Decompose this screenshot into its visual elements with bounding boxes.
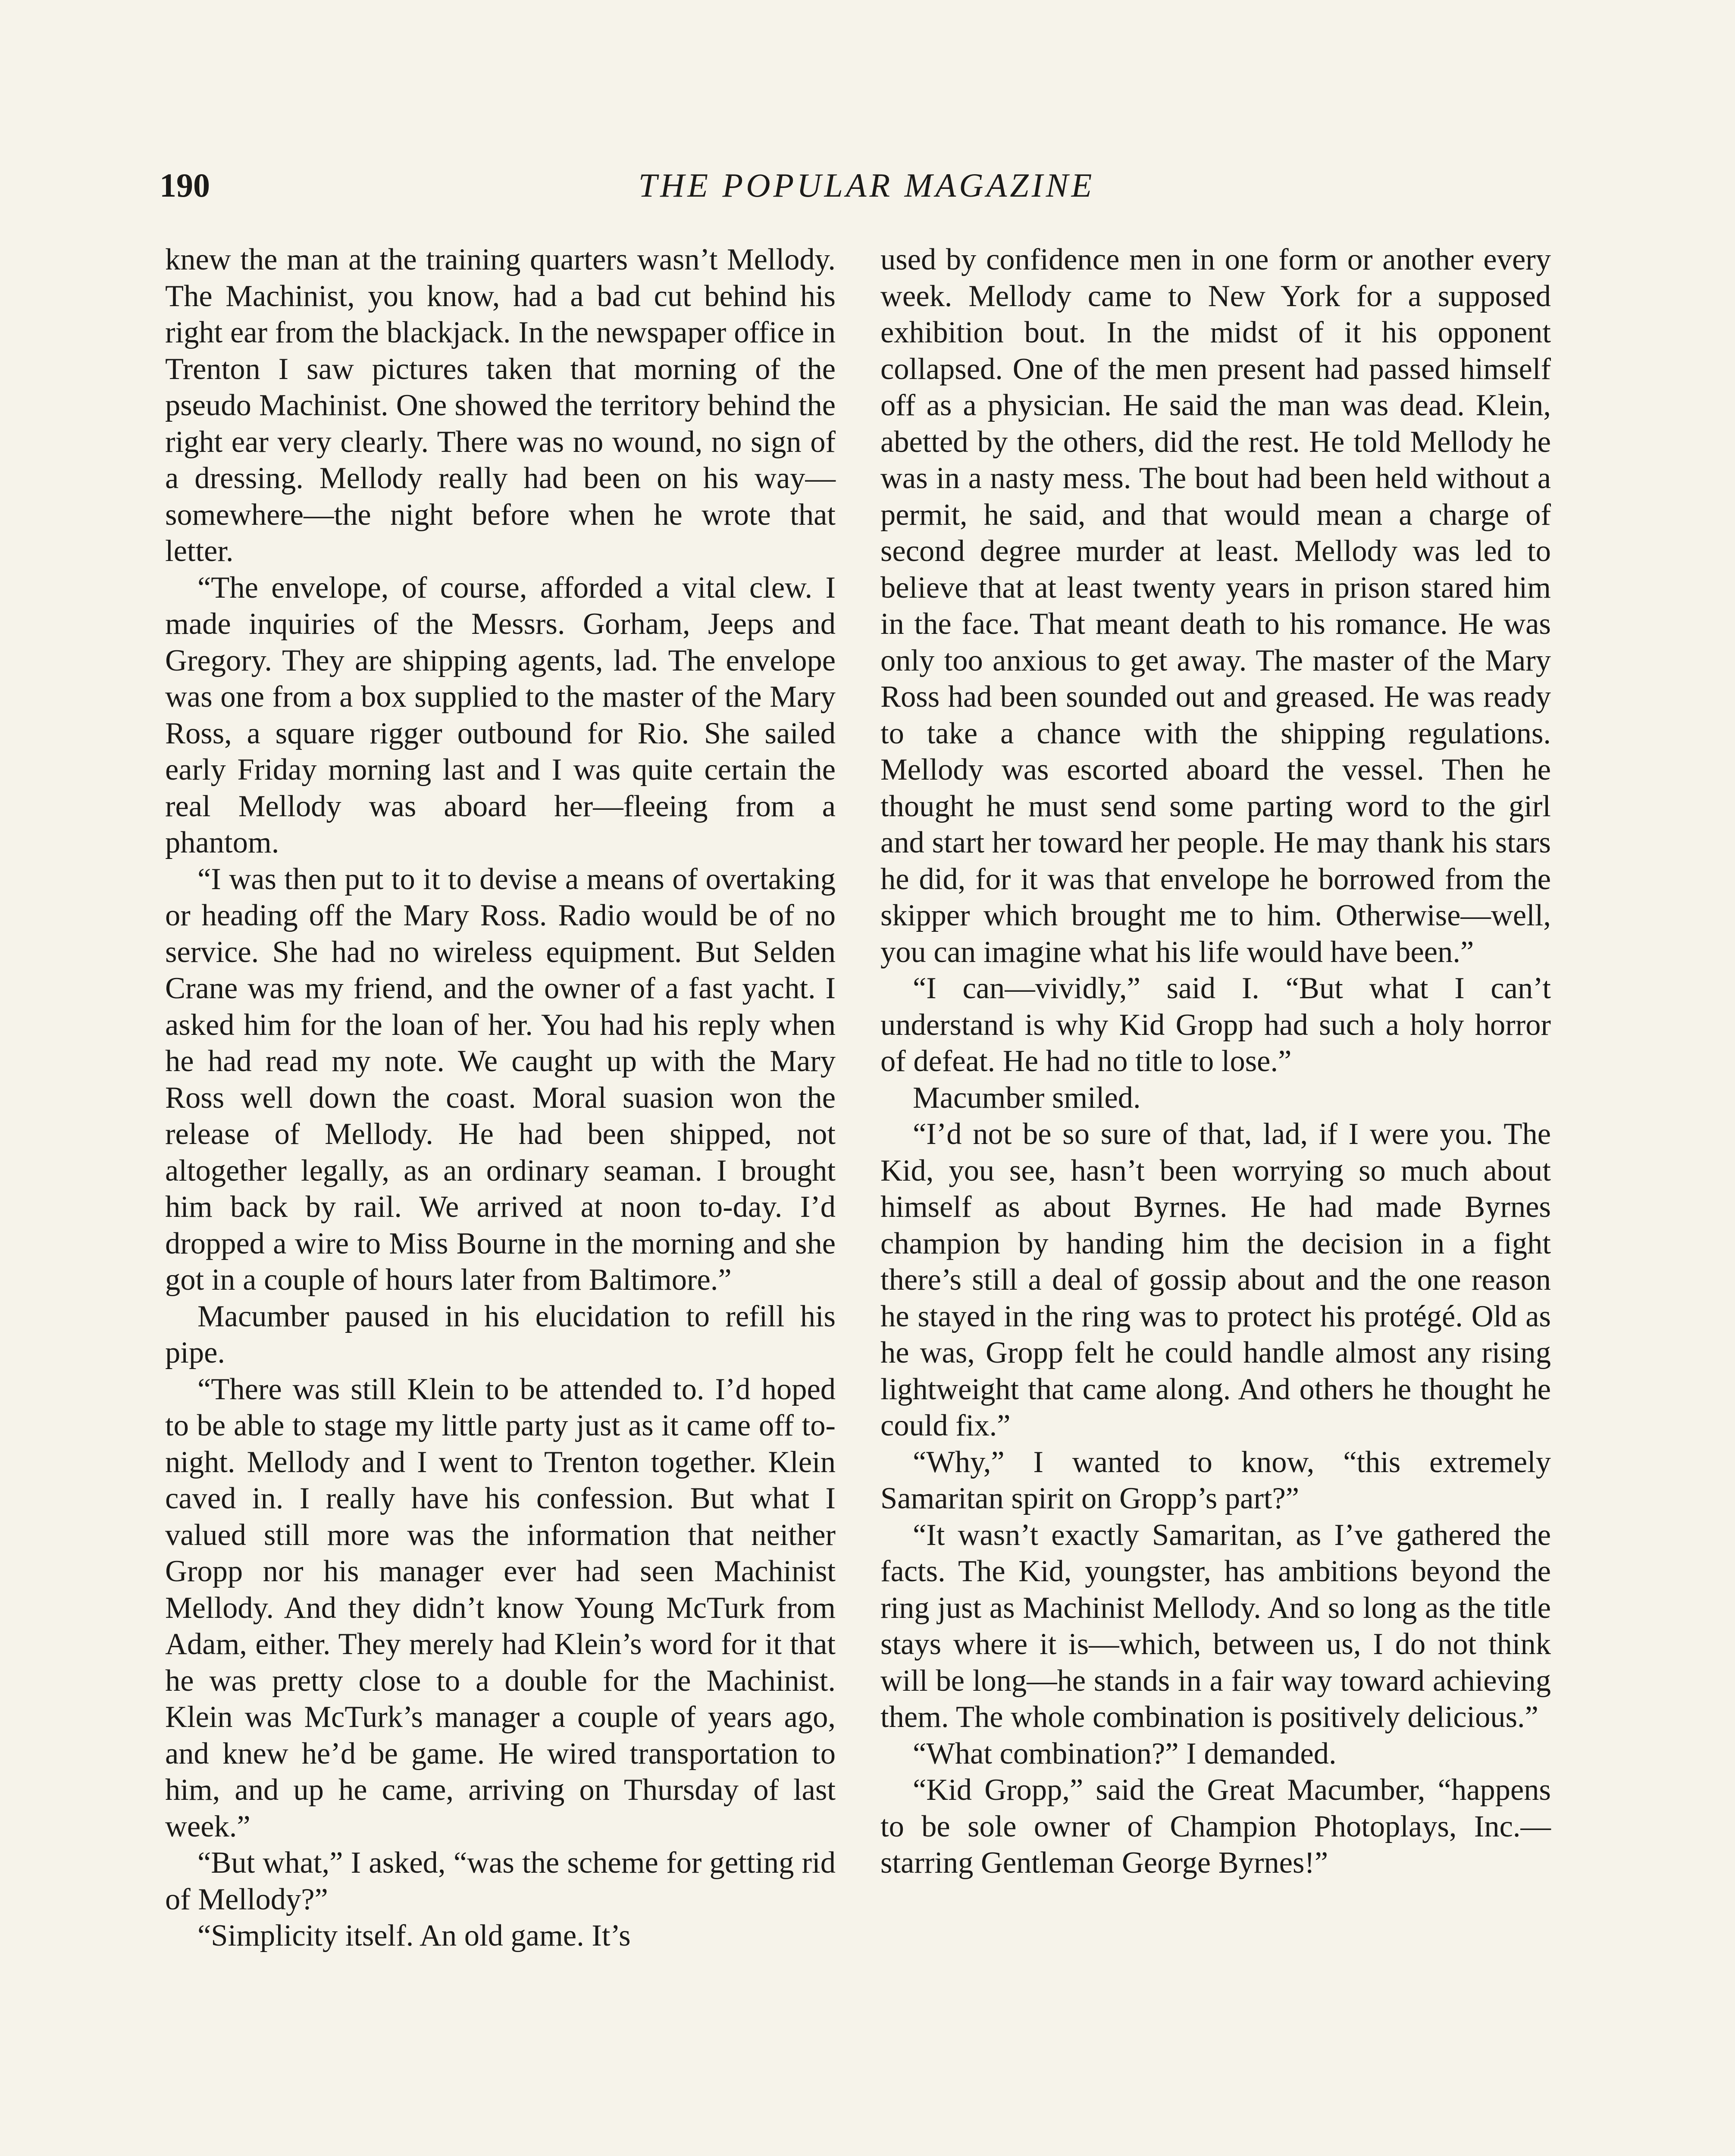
paragraph: Macumber paused in his elucidation to refill his pipe. [165, 1299, 836, 1369]
paragraph: “But what,” I asked, “was the scheme for getting rid of Mellody?” [165, 1846, 836, 1916]
paragraph: “I’d not be so sure of that, lad, if I were you. The Kid, you see, hasn’t been worrying so much about himself as about Byrnes. He had made Byrnes champion by handing him the decision in a fight there’s still a deal of gossip about and the one reason he stayed in the ring was to protect his protégé. Old as he was, Gropp felt he could handle almost any rising lightweight that came along. And others he thought he could fix.” [880, 1117, 1551, 1442]
paragraph: “Why,” I wanted to know, “this extremely Samaritan spirit on Gropp’s part?” [880, 1445, 1551, 1515]
right-text-column [880, 241, 1551, 1881]
paragraph: “Simplicity itself. An old game. It’s [197, 1919, 631, 1952]
paragraph: “I was then put to it to devise a means of overtaking or heading off the Mary Ross. Radio would be of no service. She had no wireless equipment. But Selden Crane was my friend, and the owner of a fast yacht. I asked him for the loan of her. You had his reply when he had read my note. We caught up with the Mary Ross well down the coast. Moral suasion won the release of Mellody. He had been shipped, not altogether legally, as an ordinary seaman. I brought him back by rail. We arrived at noon to-day. I’d dropped a wire to Miss Bourne in the morning and she got in a couple of hours later from Baltimore.” [165, 862, 836, 1297]
left-text-column [165, 241, 836, 1954]
paragraph: knew the man at the training quarters wasn’t Mellody. The Machinist, you know, had a bad cut behind his right ear from the blackjack. In the newspaper office in Trenton I saw pictures taken that morning of the pseudo Machinist. One showed the territory behind the right ear very clearly. There was no wound, no sign of a dressing. Mellody really had been on his way—somewhere—the night before when he wrote that letter. [165, 243, 836, 568]
page-number: 190 [160, 166, 210, 204]
paragraph: “There was still Klein to be attended to. I’d hoped to be able to stage my little party just as it came off to-night. Mellody and I went to Trenton together. Klein caved in. I really have his confession. But what I valued still more was the information that neither Gropp nor his manager ever had seen Machinist Mellody. And they didn’t know Young McTurk from Adam, either. They merely had Klein’s word for it that he was pretty close to a double for the Machinist. Klein was McTurk’s manager a couple of years ago, and knew he’d be game. He wired transportation to him, and up he came, arriving on Thursday of last week.” [165, 1372, 836, 1843]
running-head-title: THE POPULAR MAGAZINE [638, 166, 1095, 204]
paragraph: “It wasn’t exactly Samaritan, as I’ve gathered the facts. The Kid, youngster, has ambitions beyond the ring just as Machinist Mellody. And so long as the title stays where it is—which, between us, I do not think will be long—he stands in a fair way toward achieving them. The whole combination is positively delicious.” [880, 1518, 1551, 1734]
page-header [160, 160, 1574, 211]
paragraph: “Kid Gropp,” said the Great Macumber, “happens to be sole owner of Champion Photoplays, Inc.—starring Gentleman George Byrnes!” [880, 1773, 1551, 1880]
paragraph: “I can—vividly,” said I. “But what I can’t understand is why Kid Gropp had such a holy horror of defeat. He had no title to lose.” [880, 971, 1551, 1078]
paragraph: “The envelope, of course, afforded a vital clew. I made inquiries of the Messrs. Gorham, Jeeps and Gregory. They are shipping agents, lad. The envelope was one from a box supplied to the master of the Mary Ross, a square rigger outbound for Rio. She sailed early Friday morning last and I was quite certain the real Mellody was aboard her—fleeing from a phantom. [165, 570, 836, 859]
paragraph: used by confidence men in one form or another every week. Mellody came to New York for a supposed exhibition bout. In the midst of it his opponent collapsed. One of the men present had passed himself off as a physician. He said the man was dead. Klein, abetted by the others, did the rest. He told Mellody he was in a nasty mess. The bout had been held without a permit, he said, and that would mean a charge of second degree murder at least. Mellody was led to believe that at least twenty years in prison stared him in the face. That meant death to his romance. He was only too anxious to get away. The master of the Mary Ross had been sounded out and greased. He was ready to take a chance with the shipping regulations. Mellody was escorted aboard the vessel. Then he thought he must send some parting word to the girl and start her toward her people. He may thank his stars he did, for it was that envelope he borrowed from the skipper which brought me to him. Otherwise—well, you can imagine what his life would have been.” [880, 243, 1551, 969]
paragraph: Macumber smiled. [913, 1081, 1141, 1115]
paragraph: “What combination?” I demanded. [913, 1736, 1337, 1771]
